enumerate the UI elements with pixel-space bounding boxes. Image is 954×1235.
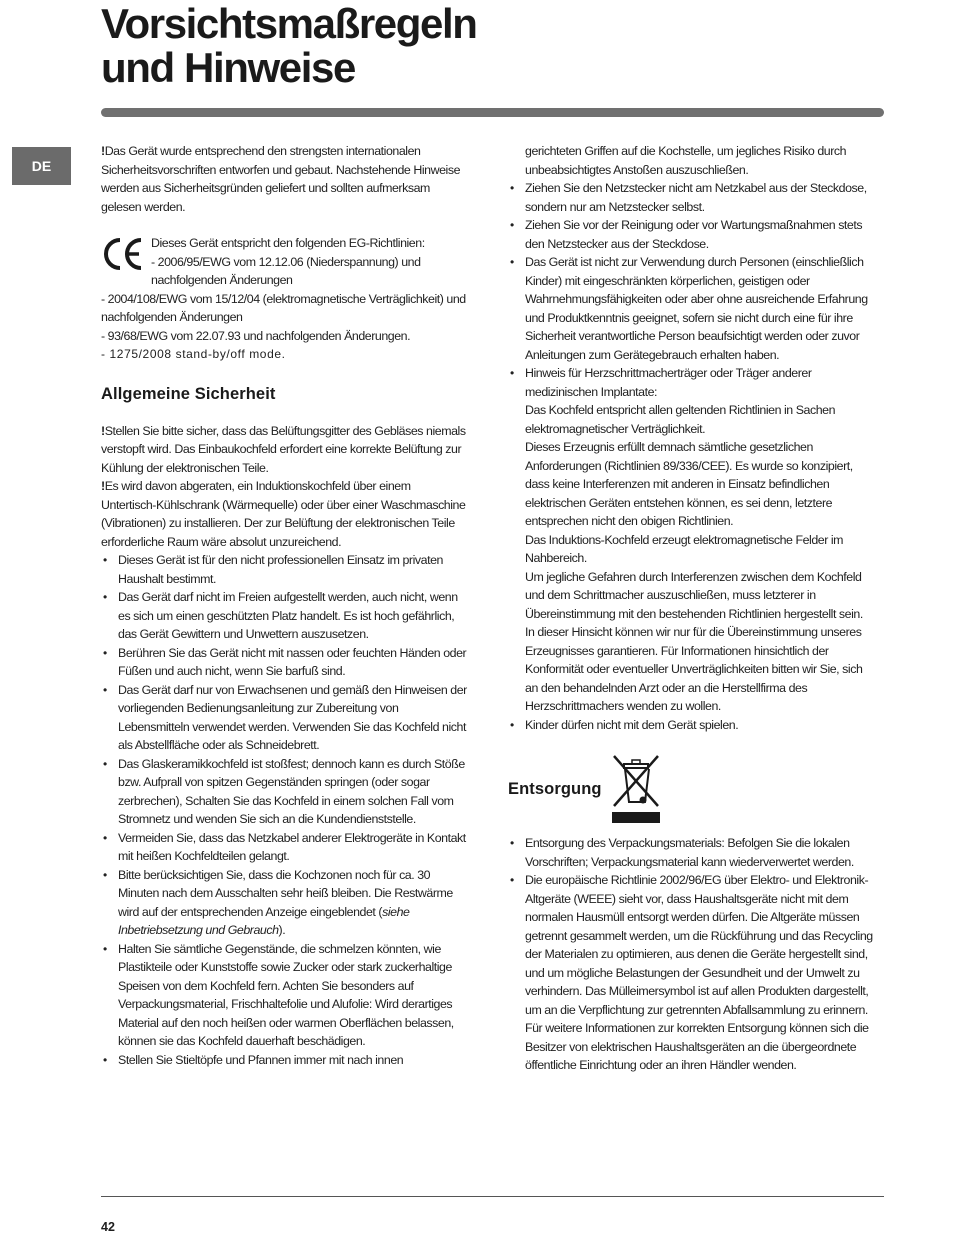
pacemaker-paragraph: Das Kochfeld entspricht allen geltenden Richtlinien in Sachen elektromagnetischer Verträglichkeit. — [525, 403, 836, 436]
list-item: • Halten Sie sämtliche Gegenstände, die schmelzen könnten, wie Plastikteile oder Kunststoffe sowie Zucker oder stark zuckerhaltige Speisen von dem Kochfeld fern. Achten Sie besonders auf Verpackungsmaterial, Frischhaltefolie und Alufolie: Wird derartiges Material auf den noch heißen oder warmen Oberflächen belassen, können sie das Kochfeld dauerhaft beschädigen. — [101, 940, 467, 1051]
list-item: • Das Gerät darf nur von Erwachsenen und gemäß den Hinweisen der vorliegenden Bedienungsanleitung zur Zubereitung von Lebensmitteln verwendet werden. Verwenden Sie das Kochfeld nicht als Abstellfläche oder als Schneidebrett. — [101, 681, 467, 755]
warning-mark: ! — [101, 423, 105, 438]
disposal-list — [508, 834, 874, 1075]
intro-text: Das Gerät wurde entsprechend den strengsten internationalen Sicherheitsvorschriften entworfen und gebaut. Nachstehende Hinweise werden aus Sicherheitsgründen geliefert und sollten aufmerksam gelesen werden. — [101, 144, 461, 214]
footer-divider — [101, 1196, 884, 1197]
warning-mark: ! — [101, 144, 105, 158]
list-item: • Vermeiden Sie, dass das Netzkabel anderer Elektrogeräte in Kontakt mit heißen Kochfeldteilen gelangt. — [101, 829, 467, 866]
pacemaker-paragraph: • Hinweis für Herzschrittmacherträger oder Träger anderer medizinischen Implantate: — [525, 366, 812, 399]
title-divider — [101, 108, 884, 117]
pacemaker-paragraph: Um jegliche Gefahren durch Interferenzen zwischen dem Kochfeld und dem Schrittmacher auszuschließen, muss letzterer in Übereinstimmung mit den bestehenden Richtlinien hergestellt sein. — [525, 569, 863, 621]
weee-paragraph: • Die europäische Richtlinie 2002/96/EG über Elektro- und Elektronik-Altgeräte (WEEE) sieht vor, dass Haushaltsgeräte nicht mit dem normalen Hausmüll entsorgt werden dürfen. Die Altgeräte müssen getrennt gesammelt werden, um die Rückführung und das Recycling der Materialen zu optimieren, aus denen die Geräte hergestellt sind, und um mögliche Belastungen der Gesundheit und der Umwelt zu verhindern. Das Mülleimersymbol ist auf allen Produkten dargestellt, um an die Verpflichtung zur getrennten Abfallsammlung zu erinnern. — [525, 873, 873, 1017]
ce-directive-line: - 2004/108/EWG vom 15/12/04 (elektromagnetische Verträglichkeit) und nachfolgenden Änderungen — [101, 291, 466, 324]
disposal-header — [508, 754, 874, 824]
hot-zones-end: ). — [278, 923, 286, 937]
continued-text: gerichteten Griffen auf die Kochstelle, um jegliches Risiko durch unbeabsichtigtes Anstoßen auszuschließen. — [525, 144, 847, 177]
pacemaker-paragraph: Das Induktions-Kochfeld erzeugt elektromagnetische Felder im Nahbereich. — [525, 532, 844, 565]
right-column — [508, 142, 874, 1075]
language-tab-label: DE — [31, 158, 52, 174]
installation-warning-text: Es wird davon abgeraten, ein Induktionskochfeld über einem Untertisch-Kühlschrank (Wärmequelle) oder über einer Waschmaschine (Vibrationen) zu installieren. Der zur Belüftung der elektronischen Teile erforderliche Raum wäre absolut unzureichend. — [101, 479, 466, 549]
weee-paragraph: Für weitere Informationen zur korrekten Entsorgung können sich die Besitzer von elektrischen Haushaltsgeräten an die übergeordnete öffentliche Einrichtung oder an ihren Händler wenden. — [525, 1021, 869, 1072]
list-item — [508, 871, 874, 1075]
crossed-bin-icon — [610, 752, 662, 824]
ventilation-warning — [101, 422, 467, 478]
page-number: 42 — [101, 1220, 115, 1234]
installation-warning — [101, 477, 467, 551]
ventilation-warning-text: Stellen Sie bitte sicher, dass das Belüftungsgitter des Gebläses niemals verstopft wird. Das Einbaukochfeld erfordert eine korrekte Belüftung zur Kühlung der elektronischen Teile. — [101, 423, 466, 475]
list-item: • Kinder dürfen nicht mit dem Gerät spielen. — [508, 716, 874, 735]
list-item: • Ziehen Sie den Netzstecker nicht am Netzkabel aus der Steckdose, sondern nur am Netzstecker selbst. — [508, 179, 874, 216]
section-reference: siehe Inbetriebsetzung und Gebrauch — [118, 904, 410, 937]
list-item: • Das Glaskeramikkochfeld ist stoßfest; dennoch kann es durch Stöße bzw. Aufprall von spitzen Gegenständen springen (oder sogar zerbrechen), Schalten Sie das Kochfeld in einem solchen Fall vom Stromnetz und wenden Sie sich an die Kundendienststelle. — [101, 755, 467, 829]
pacemaker-paragraph: In dieser Hinsicht können wir nur für die Übereinstimmung unseres Erzeugnisses garantieren. Für Informationen hinsichtlich der Konformität oder eventueller Unverträglichkeiten bitten wir Sie, sich an den behandelnden Arzt oder an die Herstellfirma des Herzschrittmachers wenden zu wollen. — [525, 625, 863, 713]
list-item — [101, 866, 467, 940]
ce-conformity — [101, 234, 467, 364]
page-title — [101, 2, 476, 90]
language-tab — [12, 147, 71, 185]
ce-standby-line: - 1275/2008 stand-by/off mode. — [101, 347, 286, 361]
list-item: • Ziehen Sie vor der Reinigung oder vor Wartungsmaßnahmen stets den Netzstecker aus der Steckdose. — [508, 216, 874, 253]
general-safety-heading: Allgemeine Sicherheit — [101, 384, 276, 403]
list-item: • Das Gerät ist nicht zur Verwendung durch Personen (einschließlich Kinder) mit eingeschränkten körperlichen, geistigen oder Wahrnehmungsfähigkeiten oder aber ohne ausreichende Erfahrung und Produktkenntnis geeignet, sofern sie nicht durch eine für ihre Sicherheit verantwortliche Person beaufsichtigt werden oder zuvor Anleitungen zum Gerätegebrauch erhalten haben. — [508, 253, 874, 364]
list-item: • Entsorgung des Verpackungsmaterials: Befolgen Sie die lokalen Vorschriften; Verpackungsmaterial kann wiederverwertet werden. — [508, 834, 874, 871]
hot-zones-text: Bitte berücksichtigen Sie, dass die Kochzonen noch für ca. 30 Minuten nach dem Ausschalten sehr heiß bleiben. Die Restwärme wird auf der entsprechenden Anzeige eingeblendet ( — [118, 867, 453, 919]
ce-directive-line: - 93/68/EWG vom 22.07.93 und nachfolgenden Änderungen. — [101, 328, 411, 343]
list-item: • Berühren Sie das Gerät nicht mit nassen oder feuchten Händen oder Füßen und auch nicht, wenn Sie barfuß sind. — [101, 644, 467, 681]
safety-list-continued — [508, 179, 874, 734]
title-line-2: und Hinweise — [101, 44, 355, 91]
safety-list — [101, 551, 467, 1069]
ce-mark-icon — [101, 236, 145, 272]
ce-directive-line: - 2006/95/EWG vom 12.12.06 (Niederspannung) und nachfolgenden Änderungen — [151, 254, 421, 287]
list-item: • Dieses Gerät ist für den nicht professionellen Einsatz im privaten Haushalt bestimmt. — [101, 551, 467, 588]
list-item: • Das Gerät darf nicht im Freien aufgestellt werden, auch nicht, wenn es sich um einen geschützten Platz handelt. Es ist hoch gefährlich, das Gerät Gewittern und Unwettern auszusetzen. — [101, 588, 467, 644]
pacemaker-item — [508, 364, 874, 716]
list-item: • Stellen Sie Stieltöpfe und Pfannen immer mit nach innen — [101, 1051, 467, 1070]
warning-mark: ! — [101, 479, 105, 493]
left-column — [101, 142, 467, 1069]
disposal-heading: Entsorgung — [508, 780, 602, 798]
title-line-1: Vorsichtsmaßregeln — [101, 0, 477, 47]
intro-paragraph — [101, 142, 467, 216]
ce-directive-line: Dieses Gerät entspricht den folgenden EG-Richtlinien: — [151, 236, 425, 250]
pacemaker-paragraph: Dieses Erzeugnis erfüllt demnach sämtliche gesetzlichen Anforderungen (Richtlinien 89/336/CEE). Es wurde so konzipiert, dass keine Interferenzen mit anderen in Einsatz befindlichen elektrischen Geräten entstehen können, es sei denn, letztere entsprechen nicht den obigen Richtlinien. — [525, 440, 853, 528]
